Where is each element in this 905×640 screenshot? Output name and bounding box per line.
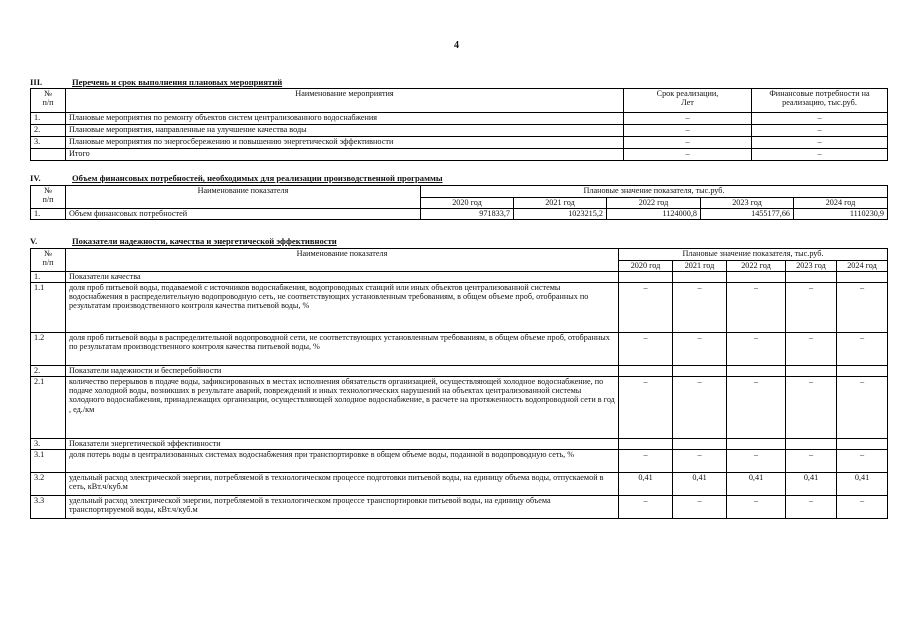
row-value: 0,41 — [727, 473, 786, 496]
col-header-finance: Финансовые потребности на реализацию, тыс.руб. — [752, 89, 888, 113]
row-name: доля проб питьевой воды в распределительной водопроводной сети, не соответствующих установленным требованиям, в общем объеме проб, отобранных по результатам производственного контроля качества питьевой воды, % — [66, 333, 619, 366]
row-value: – — [727, 377, 786, 439]
table-row — [31, 333, 888, 366]
row-value: – — [837, 377, 888, 439]
col-header-term: Срок реализации, Лет — [624, 89, 752, 113]
row-name: количество перерывов в подаче воды, зафиксированных в местах исполнения обязательств организацией, осуществляющей холодное водоснабжение, по подаче холодной воды, возникших в результате аварий, повреждений и иных технологических нарушений на объектах централизованной системы холодного водоснабжения, принадлежащих организации, осуществляющей холодное водоснабжение, в расчете на протяженность водопроводной сети в год , ед./км — [66, 377, 619, 439]
table-row — [31, 113, 888, 125]
group-row — [31, 439, 888, 450]
row-term: – — [624, 149, 752, 161]
row-value: – — [619, 450, 673, 473]
row-finance: – — [752, 113, 888, 125]
row-name: Плановые мероприятия по энергосбережению и повышению энергетической эффективности — [66, 137, 624, 149]
row-value: – — [727, 283, 786, 333]
finance-table — [30, 185, 888, 220]
year-header: 2021 год — [673, 261, 727, 272]
table-row — [31, 125, 888, 137]
col-header-measure: Наименование мероприятия — [66, 89, 624, 113]
year-header: 2024 год — [837, 261, 888, 272]
row-value: 0,41 — [786, 473, 837, 496]
row-name: Показатели надежности и бесперебойности — [66, 366, 619, 377]
row-name: доля проб питьевой воды, подаваемой с источников водоснабжения, водопроводных станций или иных объектов централизованной системы водоснабжения в распределительную водопроводную сеть, не соответствующих установленным требованиям, в общем объеме проб, отобранных по результатам производственного контроля качества питьевой воды, % — [66, 283, 619, 333]
row-number: 2. — [31, 125, 66, 137]
year-header: 2020 год — [421, 198, 514, 209]
row-term: – — [624, 113, 752, 125]
row-number — [31, 149, 66, 161]
row-value: 0,41 — [837, 473, 888, 496]
row-number: 3. — [31, 439, 66, 450]
row-number: 1.2 — [31, 333, 66, 366]
row-value: – — [727, 450, 786, 473]
row-number: 1.1 — [31, 283, 66, 333]
row-value: 0,41 — [673, 473, 727, 496]
year-header: 2022 год — [607, 198, 701, 209]
col-header-indicator: Наименование показателя — [66, 249, 619, 272]
year-header: 2021 год — [514, 198, 607, 209]
row-value: – — [837, 283, 888, 333]
section-3-heading — [30, 77, 282, 87]
col-header-plan: Плановые значение показателя, тыс.руб. — [619, 249, 888, 261]
row-value: – — [727, 333, 786, 366]
row-value: 971833,7 — [421, 209, 514, 220]
row-term: – — [624, 125, 752, 137]
row-number: 3. — [31, 137, 66, 149]
row-number: 3.1 — [31, 450, 66, 473]
section-5-heading — [30, 236, 337, 246]
row-value: – — [619, 333, 673, 366]
section-4-title: Объем финансовых потребностей, необходимых для реализации производственной программы — [72, 173, 443, 183]
table-row — [31, 450, 888, 473]
row-value: – — [786, 333, 837, 366]
table-row — [31, 137, 888, 149]
section-3-title: Перечень и срок выполнения плановых мероприятий — [72, 77, 283, 87]
row-number: 3.3 — [31, 496, 66, 519]
row-number: 2. — [31, 366, 66, 377]
row-name: доля потерь воды в централизованных системах водоснабжения при транспортировке в общем объеме воды, поданной в водопроводную сеть, % — [66, 450, 619, 473]
row-name: Показатели качества — [66, 272, 619, 283]
row-name: Показатели энергетической эффективности — [66, 439, 619, 450]
row-value: – — [727, 496, 786, 519]
row-number: 3.2 — [31, 473, 66, 496]
row-value: – — [837, 333, 888, 366]
col-header-plan: Плановые значение показателя, тыс.руб. — [421, 186, 888, 198]
row-value: 1023215,2 — [514, 209, 607, 220]
row-value: 0,41 — [619, 473, 673, 496]
row-value: 1110230,9 — [794, 209, 888, 220]
row-value: 1124000,8 — [607, 209, 701, 220]
row-name: Плановые мероприятия, направленные на улучшение качества воды — [66, 125, 624, 137]
row-name: Объем финансовых потребностей — [66, 209, 421, 220]
group-row — [31, 366, 888, 377]
row-number: 1. — [31, 209, 66, 220]
table-row — [31, 283, 888, 333]
row-finance: – — [752, 125, 888, 137]
group-row — [31, 272, 888, 283]
row-value: – — [673, 333, 727, 366]
section-4-heading — [30, 173, 443, 183]
year-header: 2024 год — [794, 198, 888, 209]
measures-table — [30, 88, 888, 161]
table-row — [31, 377, 888, 439]
table-row — [31, 496, 888, 519]
row-name: Итого — [66, 149, 624, 161]
row-value: – — [673, 450, 727, 473]
table-row — [31, 209, 888, 220]
row-term: – — [624, 137, 752, 149]
section-5-title: Показатели надежности, качества и энергетической эффективности — [72, 236, 337, 246]
year-header: 2023 год — [786, 261, 837, 272]
row-value: – — [786, 496, 837, 519]
row-value: – — [673, 283, 727, 333]
row-value: – — [619, 283, 673, 333]
row-name: удельный расход электрической энергии, потребляемой в технологическом процессе транспортировки питьевой воды, на единицу объема транспортируемой воды, кВт.ч/куб.м — [66, 496, 619, 519]
row-finance: – — [752, 149, 888, 161]
section-5-number: V. — [30, 236, 38, 246]
row-value: 1455177,66 — [701, 209, 794, 220]
row-value: – — [619, 496, 673, 519]
row-value: – — [619, 377, 673, 439]
year-header: 2020 год — [619, 261, 673, 272]
row-finance: – — [752, 137, 888, 149]
row-value: – — [786, 377, 837, 439]
col-header-number: № п/п — [31, 186, 66, 209]
year-header: 2023 год — [701, 198, 794, 209]
row-value: – — [837, 450, 888, 473]
section-4-number: IV. — [30, 173, 41, 183]
row-value: – — [786, 450, 837, 473]
table-row — [31, 473, 888, 496]
row-number: 2.1 — [31, 377, 66, 439]
row-name: удельный расход электрической энергии, потребляемой в технологическом процессе подготовки питьевой воды, на единицу объема воды, отпускаемой в сеть, кВт.ч/куб.м — [66, 473, 619, 496]
row-value: – — [673, 377, 727, 439]
row-name: Плановые мероприятия по ремонту объектов систем централизованного водоснабжения — [66, 113, 624, 125]
row-number: 1. — [31, 113, 66, 125]
row-value: – — [673, 496, 727, 519]
row-number: 1. — [31, 272, 66, 283]
col-header-indicator: Наименование показателя — [66, 186, 421, 209]
year-header: 2022 год — [727, 261, 786, 272]
section-3-number: III. — [30, 77, 43, 87]
col-header-number: № п/п — [31, 249, 66, 272]
row-value: – — [837, 496, 888, 519]
col-header-number: № п/п — [31, 89, 66, 113]
indicators-table — [30, 248, 888, 519]
table-row-total — [31, 149, 888, 161]
row-value: – — [786, 283, 837, 333]
page-number: 4 — [454, 40, 459, 51]
